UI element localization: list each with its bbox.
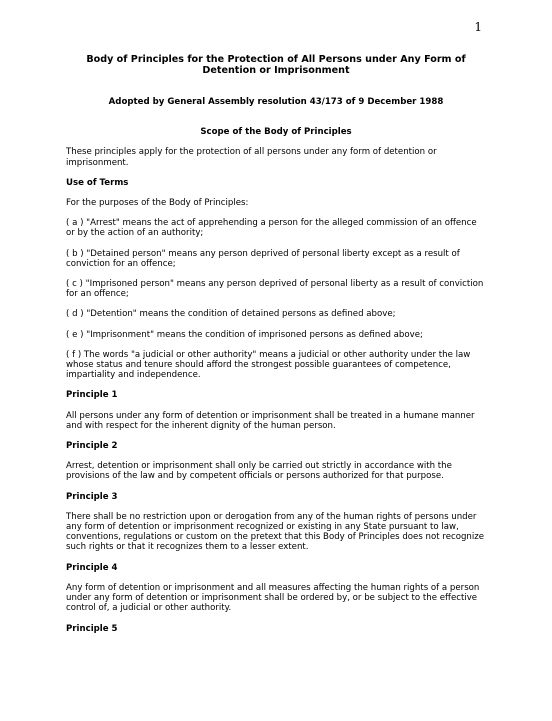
term-item-e: ( e ) "Imprisonment" means the condition of imprisoned persons as defined above; — [66, 329, 423, 340]
document-body — [66, 54, 486, 634]
term-item-d: ( d ) "Detention" means the condition of detained persons as defined above; — [66, 309, 396, 320]
principle-1-text: All persons under any form of detention or imprisonment shall be treated in a humane manner and with respect for the inherent dignity of the human person. — [66, 410, 475, 431]
principle-3-text: There shall be no restriction upon or derogation from any of the human rights of persons under any form of detention or imprisonment recognized or existing in any State pursuant to law, conventions, regulations or custom on the pretext that this Body of Principles does not recognize such rights or that it recognizes them to a lesser extent. — [66, 511, 485, 553]
adoption-note: Adopted by General Assembly resolution 43/173 of 9 December 1988 — [108, 97, 444, 107]
term-item-c: ( c ) "Imprisoned person" means any person deprived of personal liberty as a result of conviction for an offence; — [66, 279, 484, 300]
term-item-b: ( b ) "Detained person" means any person deprived of personal liberty except as a result of conviction for an offence; — [66, 248, 460, 269]
scope-text: These principles apply for the protection of all persons under any form of detention or imprisonment. — [66, 147, 437, 168]
terms-intro: For the purposes of the Body of Principles: — [66, 198, 249, 209]
principle-1-heading: Principle 1 — [66, 390, 118, 401]
principle-4-text: Any form of detention or imprisonment and all measures affecting the human rights of a person under any form of detention or imprisonment shall be ordered by, or be subject to the effective control of, a judicial or other authority. — [66, 582, 480, 614]
term-item-a: ( a ) "Arrest" means the act of apprehending a person for the alleged commission of an offence or by the action of an authority; — [66, 218, 477, 239]
term-item-f: ( f ) The words "a judicial or other authority" means a judicial or other authority under the law whose status and tenure should afford the strongest possible guarantees of competence, impartiality and independence. — [66, 349, 471, 381]
terms-heading: Use of Terms — [66, 177, 129, 188]
principle-3-heading: Principle 3 — [66, 491, 118, 502]
principle-5-heading: Principle 5 — [66, 623, 118, 634]
scope-heading: Scope of the Body of Principles — [200, 127, 352, 138]
principle-4-heading: Principle 4 — [66, 562, 118, 573]
title-line-1: Body of Principles for the Protection of All Persons under Any Form of — [86, 54, 466, 65]
principle-2-text: Arrest, detention or imprisonment shall only be carried out strictly in accordance with the provisions of the law and by competent officials or persons authorized for that purpose. — [66, 461, 452, 482]
title-line-2: Detention or Imprisonment — [202, 65, 350, 76]
principle-2-heading: Principle 2 — [66, 441, 118, 452]
document-title — [66, 54, 486, 76]
page-number: 1 — [474, 20, 482, 34]
